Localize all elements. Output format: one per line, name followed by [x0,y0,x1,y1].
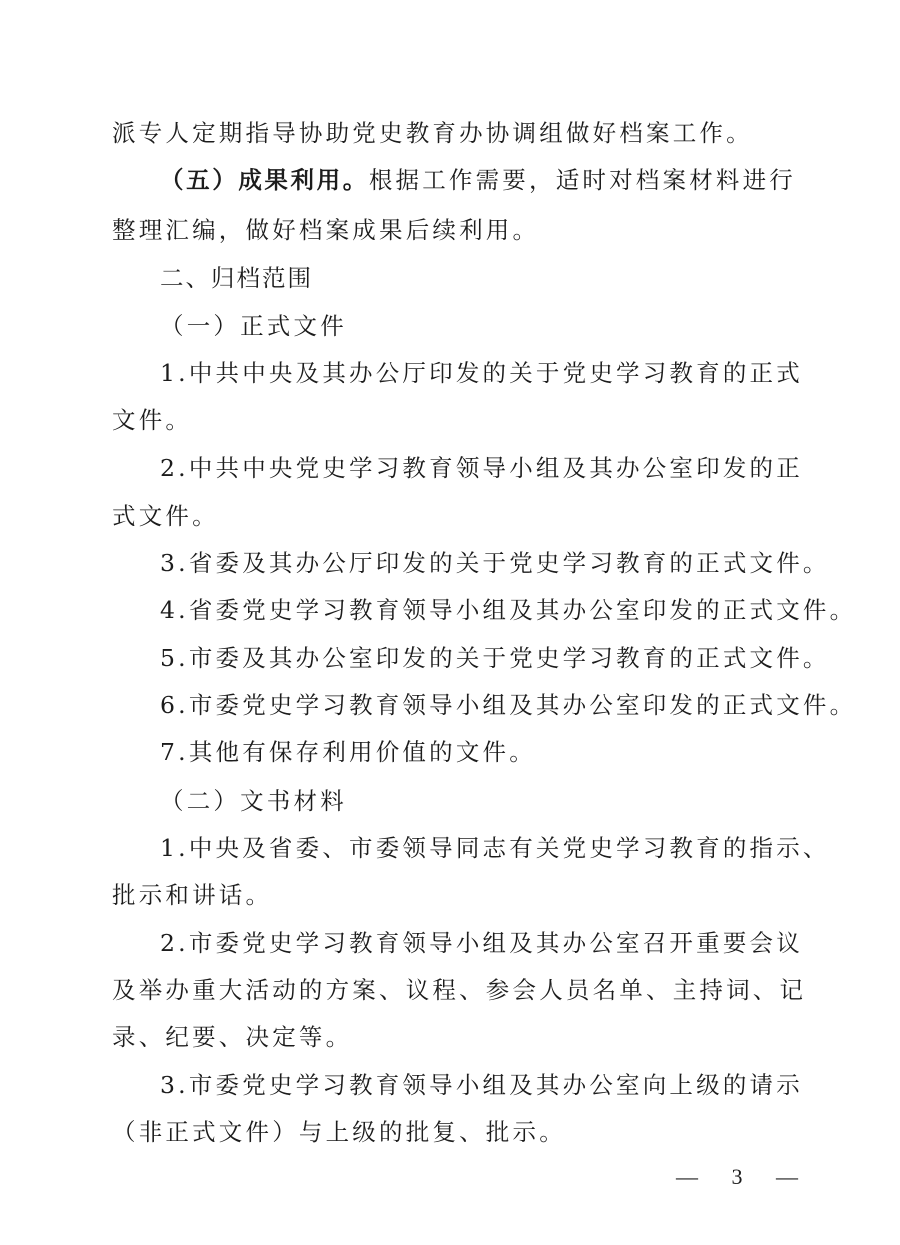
section-five-title: 成果利用。 [238,166,369,194]
footer-dash-right: — [776,1164,798,1189]
paragraph-line-section-five [160,165,796,195]
section-five-label: （五） [160,166,239,194]
list-item-continuation: 及举办重大活动的方案、议程、参会人员名单、主持词、记 [112,976,807,1004]
subsection-heading-formal-documents: （一）正式文件 [160,312,347,340]
page-number: 3 [731,1164,743,1189]
section-five-text: 根据工作需要，适时对档案材料进行 [368,166,797,194]
page-footer [672,1162,802,1192]
footer-dash-left: — [676,1164,698,1189]
list-item: 6.市委党史学习教育领导小组及其办公室印发的正式文件。 [160,691,857,719]
paragraph-line: 派专人定期指导协助党史教育办协调组做好档案工作。 [112,119,753,147]
list-item: 2.中共中央党史学习教育领导小组及其办公室印发的正 [160,454,803,482]
list-item: 4.省委党史学习教育领导小组及其办公室印发的正式文件。 [160,596,857,624]
list-item-continuation: 文件。 [112,406,193,434]
list-item: 2.市委党史学习教育领导小组及其办公室召开重要会议 [160,929,803,957]
list-item: 1.中央及省委、市委领导同志有关党史学习教育的指示、 [160,834,830,862]
list-item: 7.其他有保存利用价值的文件。 [160,738,536,766]
paragraph-line: 整理汇编，做好档案成果后续利用。 [112,216,540,244]
list-item: 3.市委党史学习教育领导小组及其办公室向上级的请示 [160,1071,803,1099]
list-item: 3.省委及其办公厅印发的关于党史学习教育的正式文件。 [160,549,830,577]
subsection-heading-written-materials: （二）文书材料 [160,787,347,815]
list-item-continuation: （非正式文件）与上级的批复、批示。 [112,1118,566,1146]
section-heading-archive-scope: 二、归档范围 [160,264,313,292]
list-item-continuation: 录、纪要、决定等。 [112,1023,353,1051]
list-item: 1.中共中央及其办公厅印发的关于党史学习教育的正式 [160,359,803,387]
list-item-continuation: 式文件。 [112,502,219,530]
list-item: 5.市委及其办公室印发的关于党史学习教育的正式文件。 [160,644,830,672]
list-item-continuation: 批示和讲话。 [112,881,273,909]
